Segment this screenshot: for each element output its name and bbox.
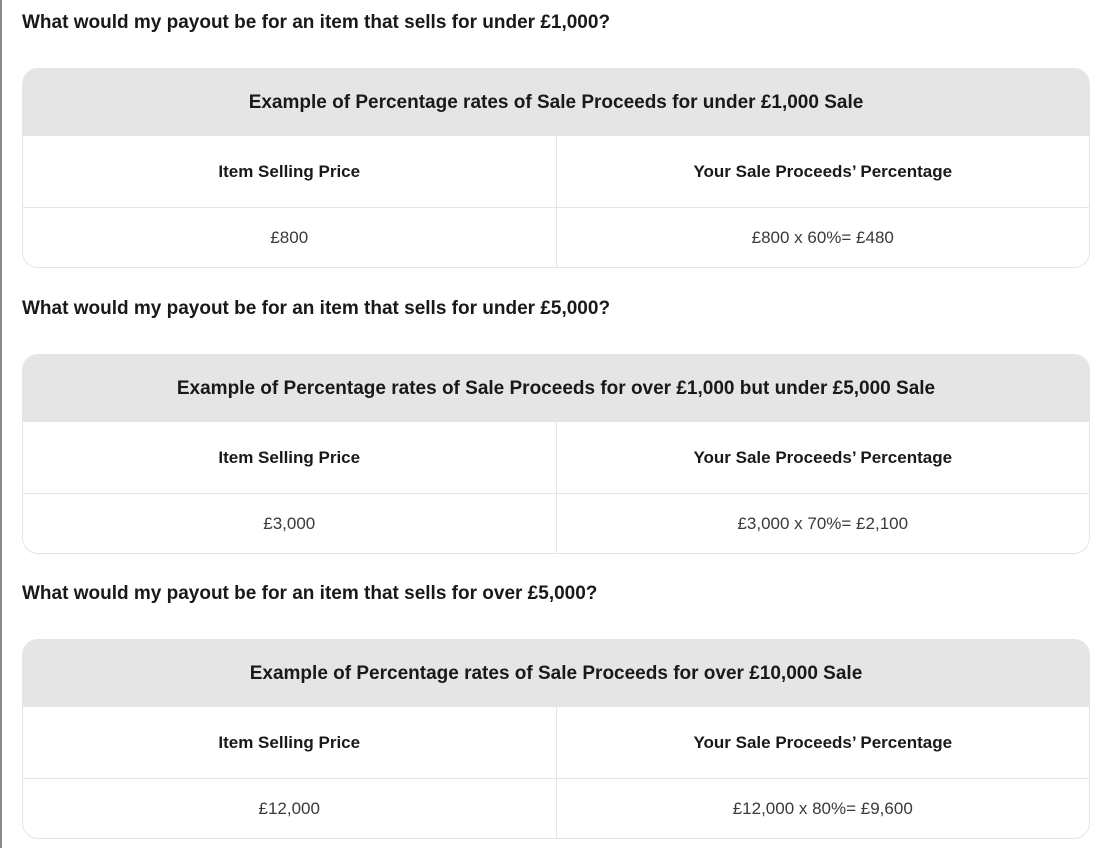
item-selling-price-value: £3,000 [263,513,316,533]
payout-table-2 [22,354,1090,554]
question-heading-3: What would my payout be for an item that sells for over £5,000? [22,583,598,604]
sale-proceeds-value: £12,000 x 80%= £9,600 [556,779,1090,838]
table-header-row [23,707,1089,779]
table-row [23,779,1089,838]
table-header-row [23,422,1089,494]
payout-table-1 [22,68,1090,268]
column-header-sale-proceeds-percentage: Your Sale Proceeds’ Percentage [556,422,1090,493]
payout-table-3 [22,639,1090,839]
table-title: Example of Percentage rates of Sale Proceeds for over £1,000 but under £5,000 Sale [23,355,1089,422]
column-header-sale-proceeds-percentage: Your Sale Proceeds’ Percentage [556,136,1090,207]
column-header-item-selling-price: Item Selling Price [218,732,361,752]
table-title: Example of Percentage rates of Sale Proceeds for under £1,000 Sale [23,69,1089,136]
table-row [23,208,1089,267]
sale-proceeds-value: £3,000 x 70%= £2,100 [556,494,1090,553]
question-heading-2: What would my payout be for an item that sells for under £5,000? [22,298,611,319]
column-header-sale-proceeds-percentage: Your Sale Proceeds’ Percentage [556,707,1090,778]
item-selling-price-value: £800 [270,227,309,247]
table-header-row [23,136,1089,208]
table-title: Example of Percentage rates of Sale Proceeds for over £10,000 Sale [23,640,1089,707]
table-row [23,494,1089,553]
sale-proceeds-value: £800 x 60%= £480 [556,208,1090,267]
column-header-item-selling-price: Item Selling Price [218,161,361,181]
item-selling-price-value: £12,000 [258,798,320,818]
question-heading-1: What would my payout be for an item that sells for under £1,000? [22,12,611,33]
column-header-item-selling-price: Item Selling Price [218,447,361,467]
